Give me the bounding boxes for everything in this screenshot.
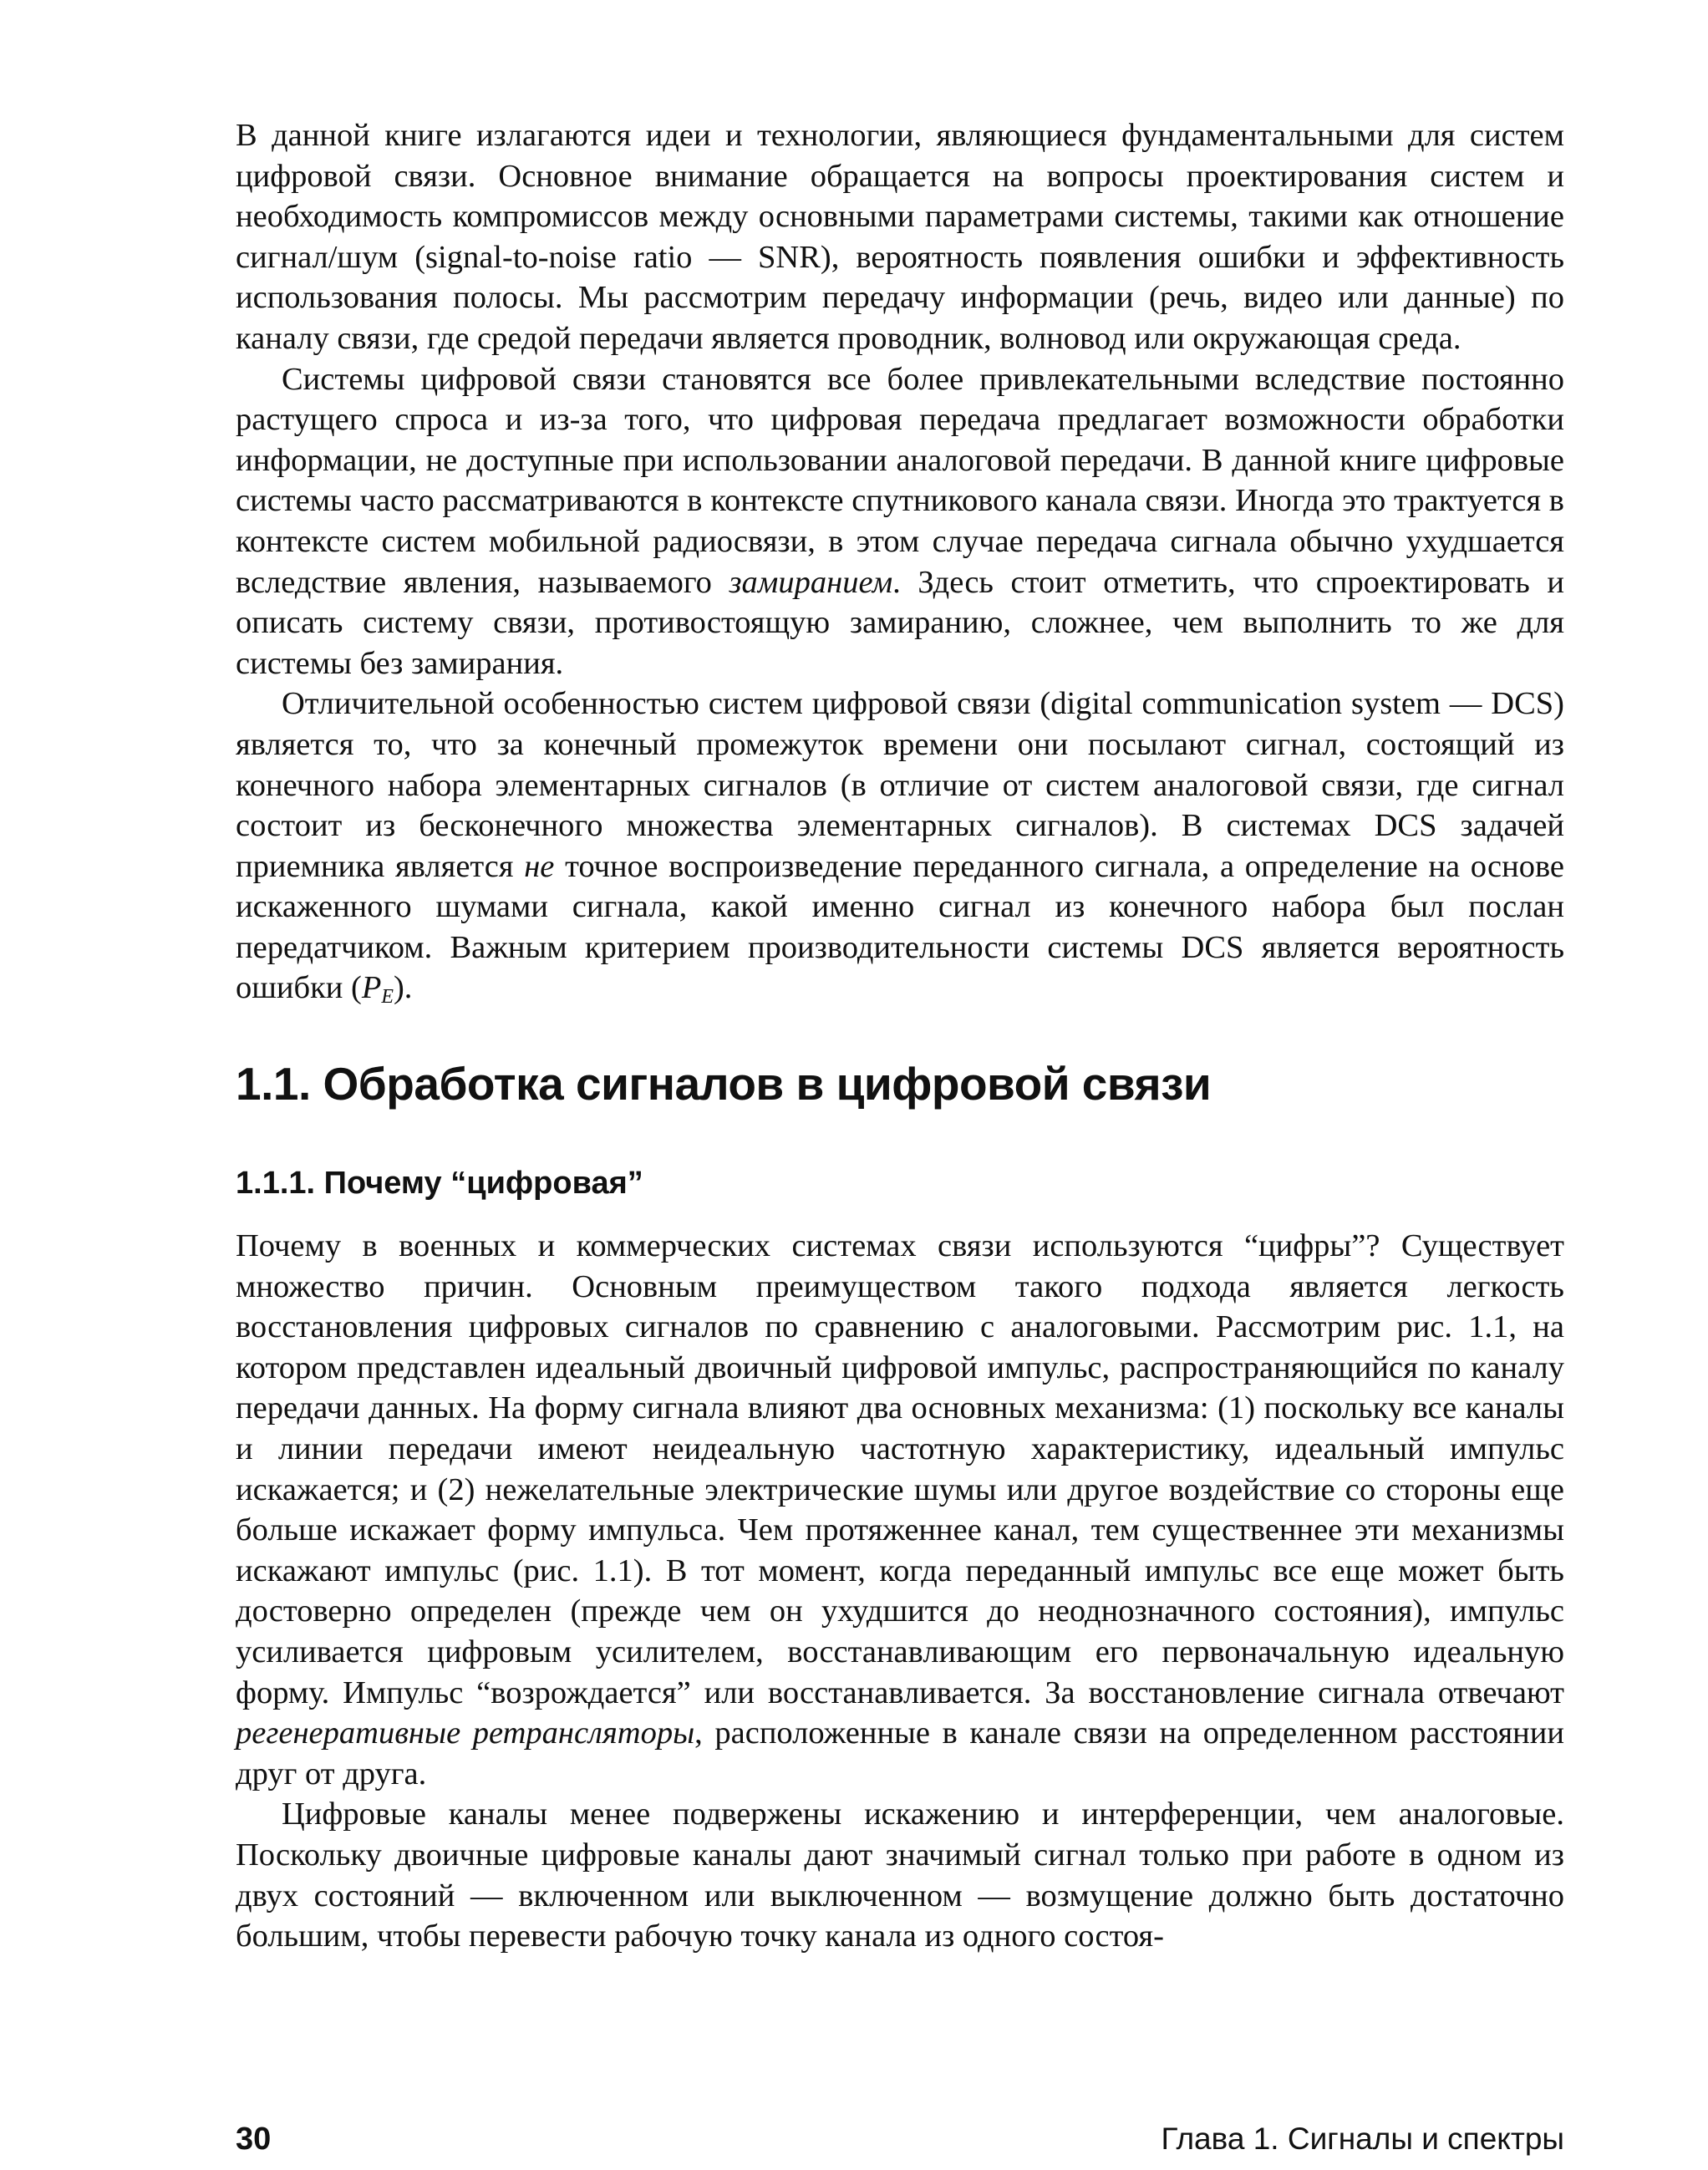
math-subscript	[381, 986, 394, 1008]
paragraph-section-1	[236, 1226, 1564, 1794]
section-heading: 1.1. Обработка сигналов в цифровой связи	[236, 1058, 1212, 1110]
paragraph-intro-3	[236, 684, 1564, 1009]
page-footer	[236, 2120, 1564, 2162]
page-number: 30	[236, 2122, 272, 2157]
paragraph-text: Почему в военных и коммерческих системах связи используются “цифры”? Существует множество причин. Основным преимуществом такого подхода является легкость восстановления цифровых сигналов по сравнению с аналоговыми. Рассмотрим рис. 1.1, на котором представлен идеальный двоичный цифровой импульс, распространяющийся по каналу передачи данных. На форму сигнала влияют два основных механизма: (1) поскольку все каналы и линии передачи имеют неидеальную частотную характеристику, идеальный импульс искажается; и (2) нежелательные электрические шумы или другое воздействие со стороны еще больше искажает форму импульса. Чем протяженнее канал, тем существеннее эти механизмы искажают импульс (рис. 1.1). В тот момент, когда переданный импульс все еще может быть достоверно определен (прежде чем он ухудшится до неоднозначного состояния), импульс усиливается цифровым усилителем, восстанавливающим его первоначальную идеальную форму. Импульс “возрождается” или восстанавливается. За восстановление сигнала отвечают	[236, 1228, 1564, 1710]
emphasis-term: не	[524, 848, 555, 884]
paragraph-section-2: Цифровые каналы менее подвержены искажению и интерференции, чем аналоговые. Поскольку двоичные цифровые каналы дают значимый сигнал только при работе в одном из двух состояний — включенном или выключенном — возмущение должно быть достаточно большим, чтобы перевести рабочую точку канала из одного состоя-	[236, 1796, 1564, 1954]
paragraph-text: точное воспроизведение переданного сигнала, а определение на основе искаженного шумами сигнала, какой именно сигнал из конечного набора был послан передатчиком. Важным критерием производительности системы DCS является вероятность ошибки (	[236, 848, 1564, 1006]
paragraph-text: . Здесь стоит отметить, что спроектировать и описать систему связи, противостоящую замиранию, сложнее, чем выполнить то же для системы без замирания.	[236, 564, 1564, 681]
paragraph-text: Системы цифровой связи становятся все более привлекательными вследствие постоянно растущего спроса и из-за того, что цифровая передача предлагает возможности обработки информации, не доступные при использовании аналоговой передачи. В данной книге цифровые системы часто рассматриваются в контексте спутникового канала связи. Иногда это трактуется в контексте систем мобильной радиосвязи, в этом случае передача сигнала обычно ухудшается вследствие явления, называемого	[236, 361, 1564, 600]
subsection-heading: 1.1.1. Почему “цифровая”	[236, 1166, 643, 1202]
emphasis-term: регенеративные ретрансляторы	[236, 1715, 695, 1751]
math-symbol: P	[361, 970, 382, 1006]
running-head: Глава 1. Сигналы и спектры	[1161, 2122, 1564, 2156]
paragraph-intro-2	[236, 359, 1564, 684]
page-body	[236, 115, 1564, 1957]
emphasis-term: замиранием	[729, 564, 893, 600]
paragraph-text: , расположенные в канале связи на определенном расстоянии друг от друга.	[236, 1715, 1564, 1791]
math-subscript-letter: E	[381, 986, 394, 1009]
paragraph-text: ).	[393, 970, 413, 1006]
paragraph-intro-1: В данной книге излагаются идеи и технологии, являющиеся фундаментальными для систем цифровой связи. Основное внимание обращается на вопросы проектирования систем и необходимость компромиссов между основными параметрами системы, такими как отношение сигнал/шум (signal-to-noise ratio — SNR), вероятность появления ошибки и эффективность использования полосы. Мы рассмотрим передачу информации (речь, видео или данные) по каналу связи, где средой передачи является проводник, волновод или окружающая среда.	[236, 118, 1564, 356]
paragraph-text: Отличительной особенностью систем цифровой связи (digital communication system — DCS) является то, что за конечный промежуток времени они посылают сигнал, состоящий из конечного набора элементарных сигналов (в отличие от систем аналоговой связи, где сигнал состоит из бесконечного множества элементарных сигналов). В системах DCS задачей приемника является	[236, 686, 1564, 884]
